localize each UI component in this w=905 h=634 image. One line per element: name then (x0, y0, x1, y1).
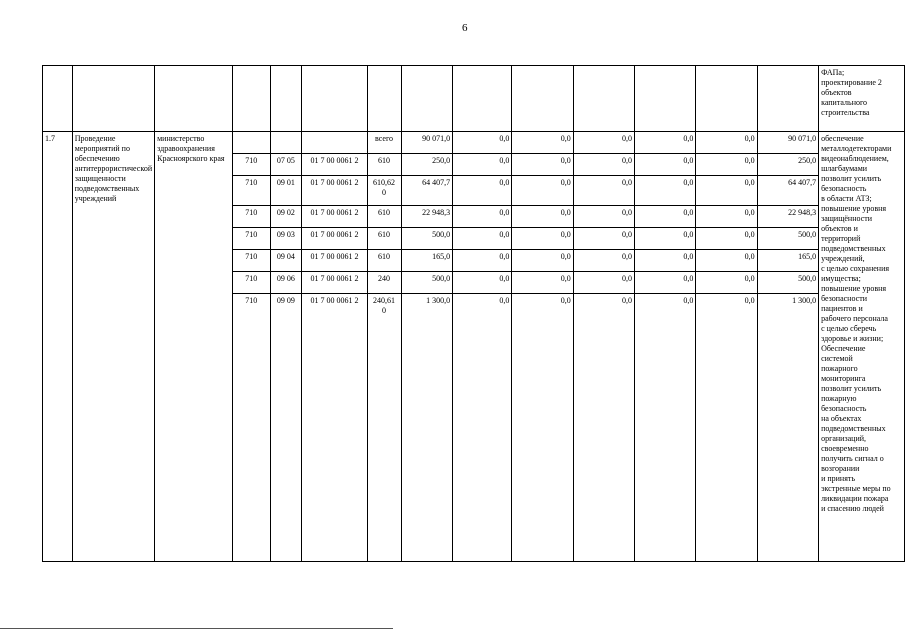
cell-v5: 0,0 (635, 154, 696, 176)
cell-v2: 0,0 (453, 294, 512, 562)
cell-v2: 0,0 (453, 154, 512, 176)
item-name: Проведение мероприятий по обеспечению антитеррористической защищенности подведомственных учреждений (72, 132, 154, 562)
cell-rzpr: 09 02 (270, 206, 302, 228)
cell-vr: 610 (367, 154, 401, 176)
cell-csr: 01 7 00 0061 2 (302, 250, 367, 272)
cell-v2: 0,0 (453, 228, 512, 250)
cell-v2: 0,0 (453, 250, 512, 272)
cell-grbs: 710 (232, 154, 270, 176)
cell-v1: 165,0 (401, 250, 453, 272)
cell-v6: 0,0 (696, 250, 757, 272)
cell-vr: 610,62 0 (367, 176, 401, 206)
cell-total: 250,0 (757, 154, 818, 176)
top-row (43, 66, 905, 132)
cell-csr: 01 7 00 0061 2 (302, 176, 367, 206)
cell-v2: 0,0 (453, 272, 512, 294)
item-number: 1.7 (43, 132, 73, 562)
cell-total: 64 407,7 (757, 176, 818, 206)
cell-csr: 01 7 00 0061 2 (302, 294, 367, 562)
cell-v5: 0,0 (635, 206, 696, 228)
cell-grbs: 710 (232, 206, 270, 228)
cell-grbs: 710 (232, 250, 270, 272)
cell-total: 22 948,3 (757, 206, 818, 228)
page-number: 6 (462, 22, 468, 34)
cell-v3: 0,0 (512, 250, 573, 272)
cell-grbs: 710 (232, 294, 270, 562)
cell-v6: 0,0 (696, 176, 757, 206)
table-row (43, 132, 905, 154)
cell-v3: 0,0 (512, 132, 573, 154)
cell-v1: 22 948,3 (401, 206, 453, 228)
cell-v6: 0,0 (696, 272, 757, 294)
cell-rzpr: 09 09 (270, 294, 302, 562)
cell-grbs: 710 (232, 228, 270, 250)
cell-v6: 0,0 (696, 132, 757, 154)
cell-rzpr: 07 05 (270, 154, 302, 176)
cell-total: 165,0 (757, 250, 818, 272)
cell-v1: 64 407,7 (401, 176, 453, 206)
cell-v3: 0,0 (512, 228, 573, 250)
cell-vr: 610 (367, 250, 401, 272)
cell-rzpr: 09 04 (270, 250, 302, 272)
cell-v3: 0,0 (512, 272, 573, 294)
cell-v4: 0,0 (573, 228, 634, 250)
cell-v3: 0,0 (512, 176, 573, 206)
cell-csr: 01 7 00 0061 2 (302, 228, 367, 250)
cell-v5: 0,0 (635, 176, 696, 206)
cell-v5: 0,0 (635, 228, 696, 250)
cell-v4: 0,0 (573, 294, 634, 562)
cell-vr: 610 (367, 228, 401, 250)
cell-v4: 0,0 (573, 132, 634, 154)
cell-v4: 0,0 (573, 154, 634, 176)
cell-v1: 250,0 (401, 154, 453, 176)
cell-grbs: 710 (232, 176, 270, 206)
cell-csr: 01 7 00 0061 2 (302, 154, 367, 176)
cell-rzpr: 09 01 (270, 176, 302, 206)
cell-grbs: 710 (232, 272, 270, 294)
cell-v4: 0,0 (573, 206, 634, 228)
cell-v6: 0,0 (696, 206, 757, 228)
program-table (42, 65, 905, 562)
item-note: обеспечение металлодетекторами видеонаблюдением, шлагбаумами позволит усилить безопасность в области АТЗ; повышение уровня защищённости объектов и территорий подведомственных учреждений, с целью сохранения имущества; повышение уровня безопасности пациентов и рабочего персонала с целью сберечь здоровье и жизни; Обеспечение системой пожарного мониторинга позволит усилить пожарную безопасность на объектах подведомственных организаций, своевременно получить сигнал о возгорании и принять экстренные меры по ликвидации пожара и спасению людей (819, 132, 905, 562)
cell-total: 500,0 (757, 272, 818, 294)
cell-v4: 0,0 (573, 176, 634, 206)
cell-v1: 90 071,0 (401, 132, 453, 154)
cell-rzpr (270, 132, 302, 154)
cell-csr: 01 7 00 0061 2 (302, 206, 367, 228)
cell-csr (302, 132, 367, 154)
cell-total: 500,0 (757, 228, 818, 250)
cell-v5: 0,0 (635, 272, 696, 294)
cell-v1: 500,0 (401, 228, 453, 250)
cell-v3: 0,0 (512, 154, 573, 176)
cell-csr: 01 7 00 0061 2 (302, 272, 367, 294)
cell-v4: 0,0 (573, 250, 634, 272)
cell-v6: 0,0 (696, 154, 757, 176)
cell-v2: 0,0 (453, 132, 512, 154)
cell-v6: 0,0 (696, 228, 757, 250)
cell-vr: 240,61 0 (367, 294, 401, 562)
cell-vr: всего (367, 132, 401, 154)
cell-v1: 1 300,0 (401, 294, 453, 562)
cell-v6: 0,0 (696, 294, 757, 562)
cell-v1: 500,0 (401, 272, 453, 294)
cell-vr: 240 (367, 272, 401, 294)
cell-total: 1 300,0 (757, 294, 818, 562)
cell-vr: 610 (367, 206, 401, 228)
cell-v2: 0,0 (453, 176, 512, 206)
item-executor: министерство здравоохранения Красноярского края (155, 132, 233, 562)
page-bottom-line (0, 628, 393, 629)
cell-rzpr: 09 06 (270, 272, 302, 294)
cell-v3: 0,0 (512, 206, 573, 228)
cell-v5: 0,0 (635, 132, 696, 154)
cell-grbs (232, 132, 270, 154)
cell-rzpr: 09 03 (270, 228, 302, 250)
cell-v5: 0,0 (635, 294, 696, 562)
cell-v2: 0,0 (453, 206, 512, 228)
top-note: ФАПа; проектирование 2 объектов капитального строительства (819, 66, 905, 132)
cell-total: 90 071,0 (757, 132, 818, 154)
cell-v4: 0,0 (573, 272, 634, 294)
cell-v3: 0,0 (512, 294, 573, 562)
cell-v5: 0,0 (635, 250, 696, 272)
